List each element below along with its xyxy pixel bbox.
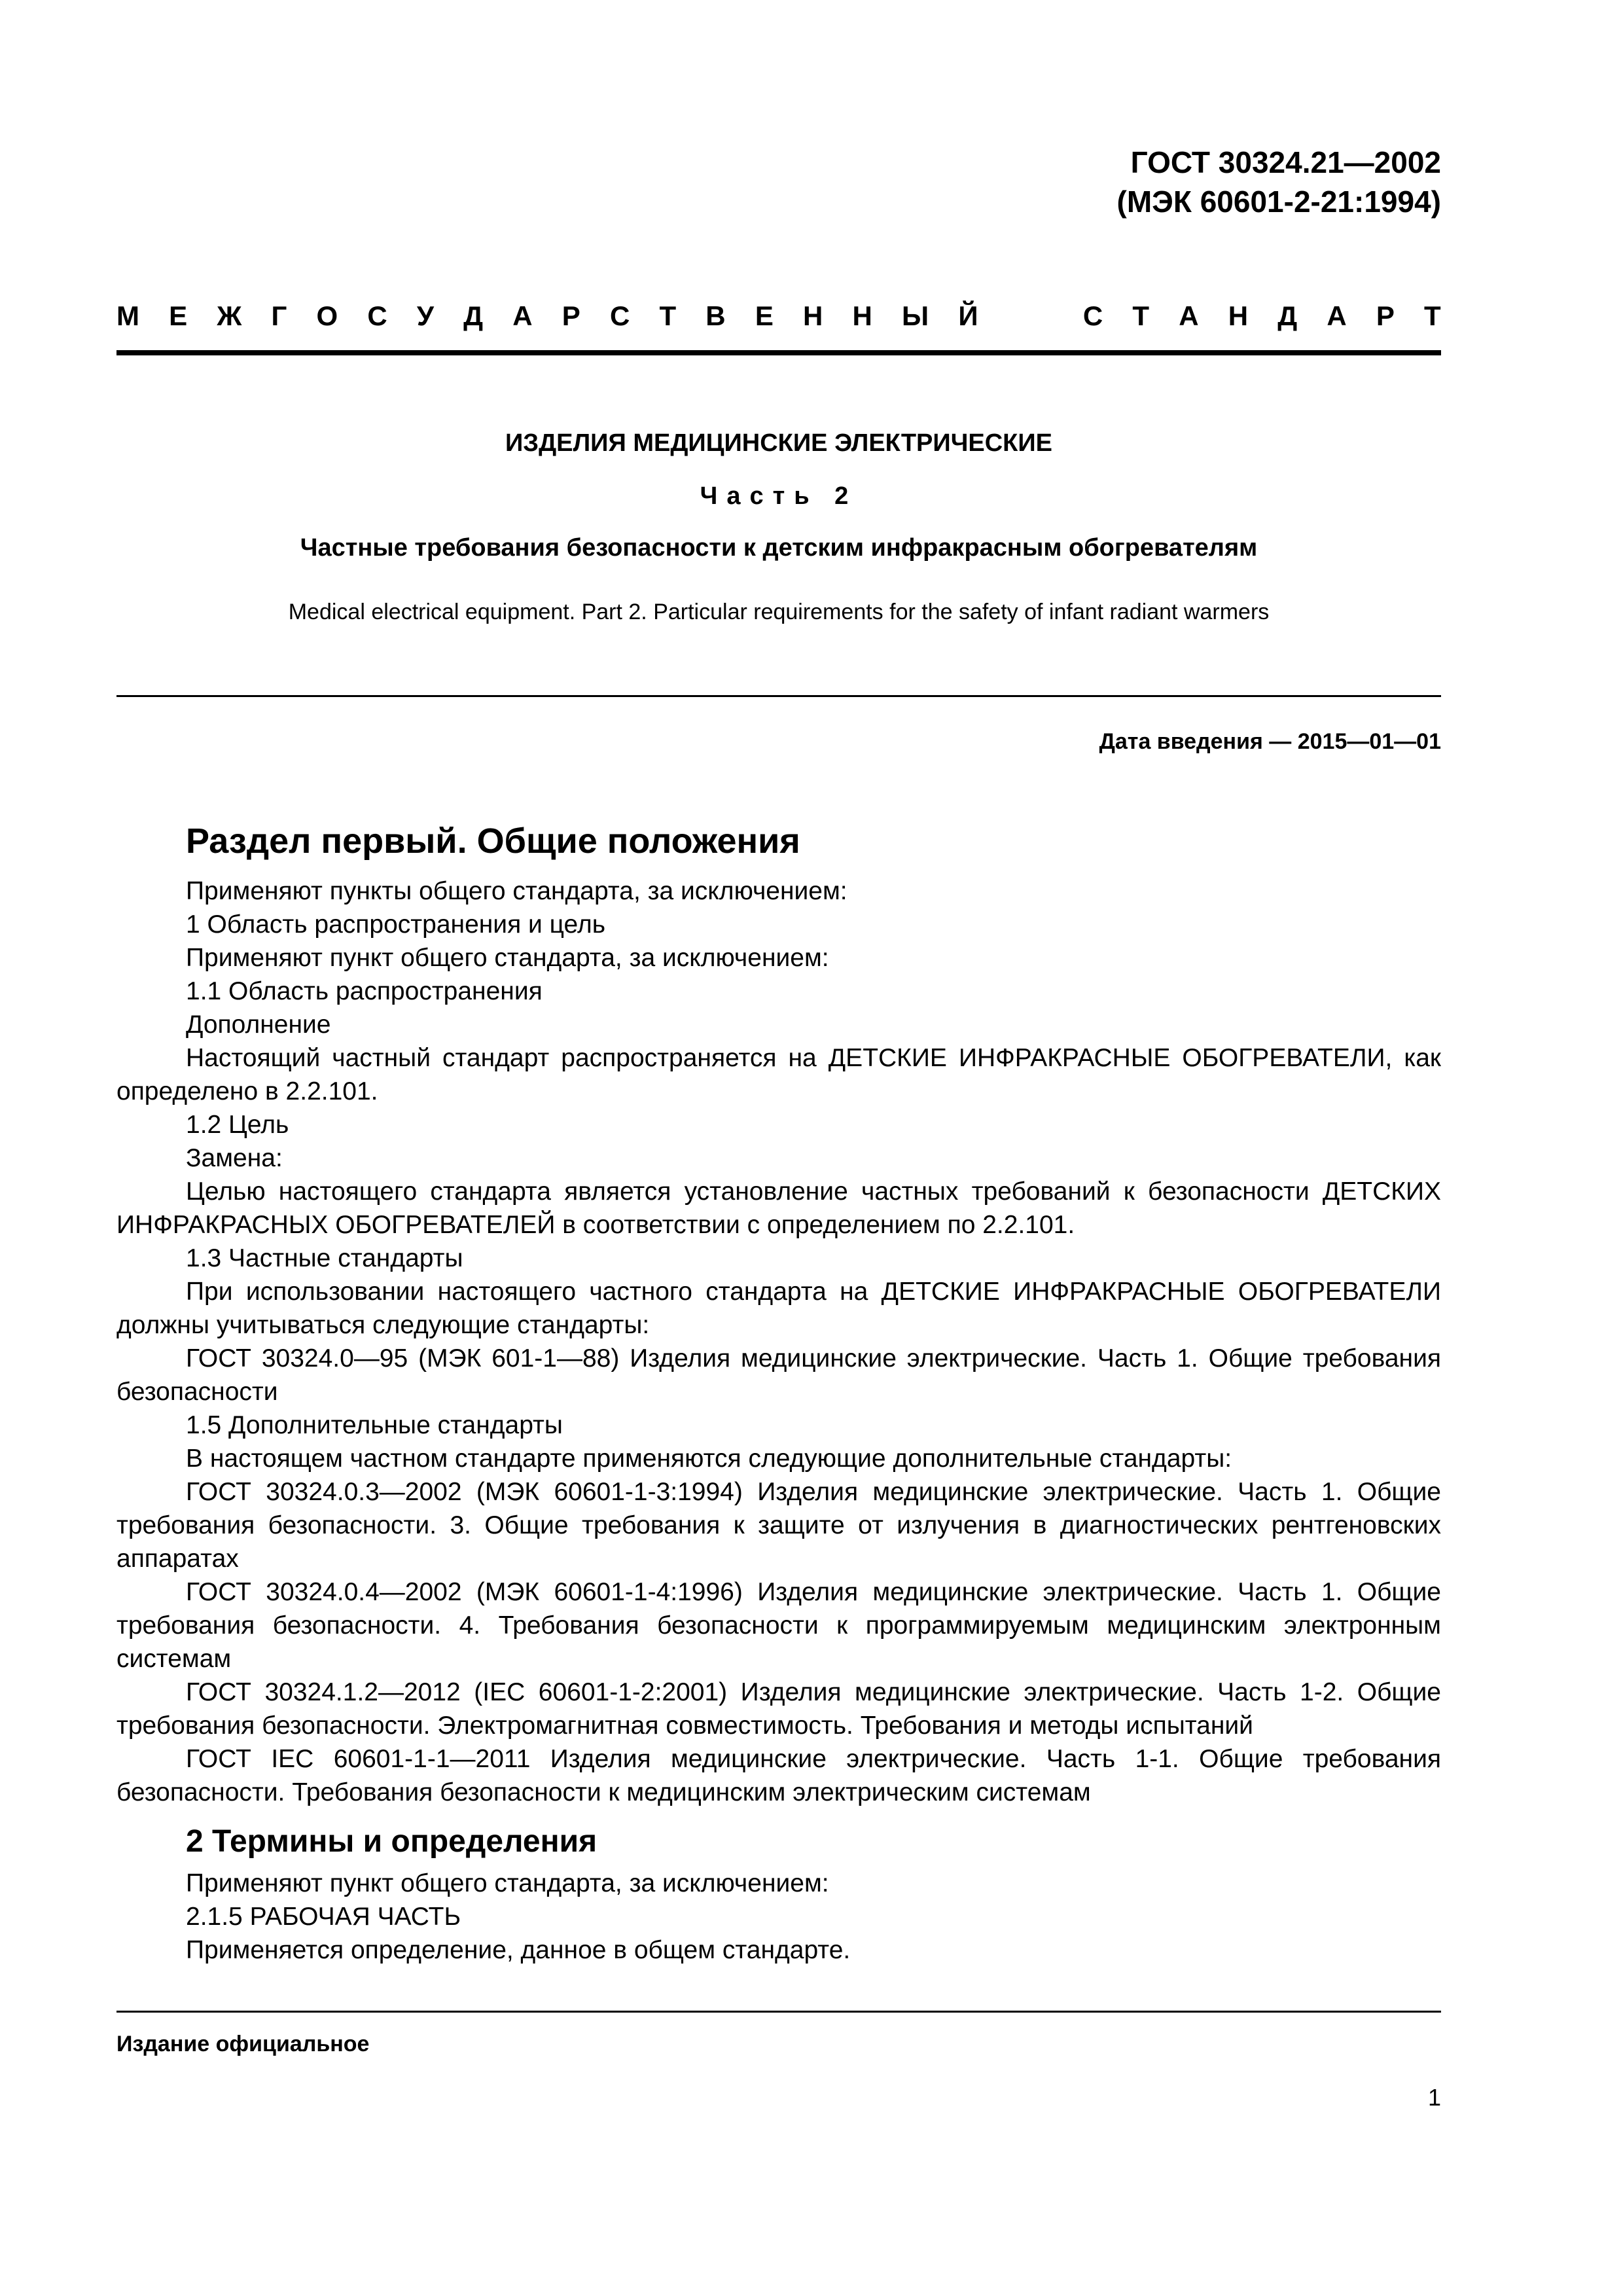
banner-letter: Н [852,300,872,331]
footer-rule [116,2011,1441,2013]
banner-letter: Р [562,300,580,331]
banner-letter: С [1082,300,1103,331]
banner-letter: Ы [902,300,929,331]
standard-type-banner [116,300,1441,332]
paragraph: Дополнение [186,1011,331,1039]
banner-letter: В [705,300,726,331]
banner-letter: Т [1424,300,1441,331]
banner-letter: Т [659,300,677,331]
section-1-content [116,874,1441,1809]
banner-letter: У [416,300,434,331]
paragraph: ГОСТ 30324.0—95 (МЭК 601-1—88) Изделия медицинские электрические. Часть 1. Общие требования безопасности [116,1344,1441,1406]
banner-letter: Д [1277,300,1298,331]
section-2-heading: 2 Термины и определения [186,1824,597,1859]
paragraph: 2.1.5 РАБОЧАЯ ЧАСТЬ [186,1903,461,1931]
paragraph: Применяется определение, данное в общем стандарте. [186,1936,851,1964]
banner-letter: Е [169,300,188,331]
paragraph: Применяют пункты общего стандарта, за исключением: [186,877,847,905]
banner-letter: Р [1376,300,1395,331]
banner-letter: М [116,300,139,331]
document-identifier [1117,143,1442,221]
banner-letter: С [609,300,630,331]
paragraph: ГОСТ 30324.1.2—2012 (IEC 60601-1-2:2001) Изделия медицинские электрические. Часть 1-2. Общие требования безопасности. Электромагнитная совместимость. Требования и методы испытаний [116,1678,1441,1740]
paragraph: Замена: [186,1144,283,1172]
paragraph: ГОСТ 30324.0.4—2002 (МЭК 60601-1-4:1996) Изделия медицинские электрические. Часть 1. Общие требования безопасности. 4. Требования безопасности к программируемым медицинским электронным системам [116,1578,1441,1673]
banner-letter: С [367,300,387,331]
title-main: ИЗДЕЛИЯ МЕДИЦИНСКИЕ ЭЛЕКТРИЧЕСКИЕ [505,429,1053,457]
paragraph: ГОСТ 30324.0.3—2002 (МЭК 60601-1-3:1994) Изделия медицинские электрические. Часть 1. Общие требования безопасности. 3. Общие требования к защите от излучения в диагностических рентгеновских аппаратах [116,1478,1441,1573]
paragraph: Целью настоящего стандарта является установление частных требований к безопасности ДЕТСКИХ ИНФРАКРАСНЫХ ОБОГРЕВАТЕЛЕЙ в соответствии с определением по 2.2.101. [116,1177,1441,1239]
introduction-date: Дата введения — 2015—01—01 [1099,729,1441,754]
paragraph: Применяют пункт общего стандарта, за исключением: [186,1869,829,1897]
paragraph: 1.3 Частные стандарты [186,1244,463,1272]
banner-letter: А [512,300,533,331]
doc-equivalent: (МЭК 60601-2-21:1994) [1116,185,1441,219]
paragraph: 1.1 Область распространения [186,977,543,1005]
banner-letter: Е [755,300,774,331]
page-number: 1 [1427,2084,1441,2111]
paragraph: 1.5 Дополнительные стандарты [186,1411,563,1439]
edition-note: Издание официальное [116,2032,370,2056]
paragraph: 1 Область распространения и цель [186,910,606,939]
banner-letter: О [316,300,338,331]
banner-letter: Г [271,300,287,331]
paragraph: В настоящем частном стандарте применяются следующие дополнительные стандарты: [186,1444,1232,1473]
title-subtitle: Частные требования безопасности к детским инфракрасным обогревателям [300,534,1258,562]
banner-letter: Н [803,300,823,331]
doc-number: ГОСТ 30324.21—2002 [1130,145,1441,179]
paragraph: Применяют пункт общего стандарта, за исключением: [186,944,829,972]
paragraph: Настоящий частный стандарт распространяется на ДЕТСКИЕ ИНФРАКРАСНЫЕ ОБОГРЕВАТЕЛИ, как определено в 2.2.101. [116,1044,1441,1105]
banner-letter: Й [958,300,978,331]
banner-letter: Ж [217,300,242,331]
header-rule [116,350,1441,355]
title-english: Medical electrical equipment. Part 2. Particular requirements for the safety of infant radiant warmers [288,600,1270,624]
section-2-content [116,1867,1441,1967]
banner-letter: А [1327,300,1347,331]
title-part: Часть 2 [700,482,858,510]
banner-word-gap [1008,300,1054,332]
banner-letter: Д [463,300,484,331]
banner-letter: А [1179,300,1199,331]
paragraph: ГОСТ IEC 60601-1-1—2011 Изделия медицинские электрические. Часть 1-1. Общие требования безопасности. Требования безопасности к медицинским электрическим системам [116,1745,1441,1806]
banner-letter: Т [1132,300,1150,331]
paragraph: 1.2 Цель [186,1111,289,1139]
banner-letter: Н [1228,300,1249,331]
paragraph: При использовании настоящего частного стандарта на ДЕТСКИЕ ИНФРАКРАСНЫЕ ОБОГРЕВАТЕЛИ должны учитываться следующие стандарты: [116,1278,1441,1339]
document-body [116,812,1441,1967]
title-rule [116,695,1441,697]
section-1-heading: Раздел первый. Общие положения [186,821,800,861]
